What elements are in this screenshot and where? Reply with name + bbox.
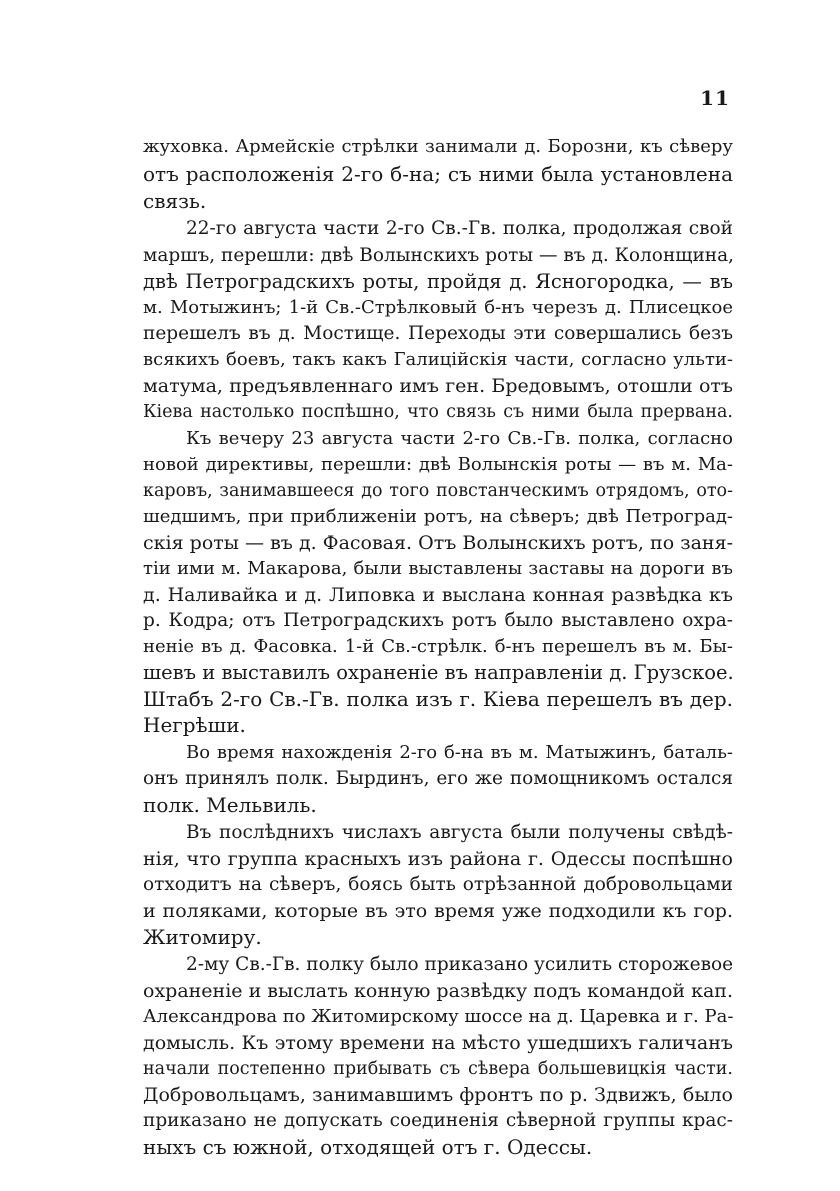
text-line: жуховка. Армейскіе стрѣлки занимали д. Борозни, къ сѣверу bbox=[143, 136, 733, 157]
page-number: 11 bbox=[700, 86, 730, 110]
text-line: приказано не допускать соединенія сѣверной группы крас- bbox=[143, 1110, 733, 1131]
text-line: 2-му Св.-Гв. полку было приказано усилить сторожевое bbox=[186, 954, 734, 975]
text-line: шедшимъ, при приближеніи ротъ, на сѣверъ; двѣ Петроград- bbox=[143, 506, 733, 527]
text-line: Негрѣши. bbox=[143, 713, 246, 737]
text-line: онъ принялъ полк. Бырдинъ, его же помощникомъ остался bbox=[143, 768, 733, 789]
text-line: Въ послѣднихъ числахъ августа были получены свѣдѣ- bbox=[186, 822, 733, 843]
text-line: всякихъ боевъ, такъ какъ Галиційскія части, согласно ульти- bbox=[143, 349, 733, 370]
text-line: р. Кодра; отъ Петроградскихъ ротъ было выставлено охра- bbox=[143, 610, 733, 631]
text-line: неніе въ д. Фасовка. 1-й Св.-стрѣлк. б-нъ перешелъ въ м. Бы- bbox=[143, 636, 733, 657]
text-line: шевъ и выставилъ охраненіе въ направленіи д. Грузское. bbox=[143, 661, 734, 684]
text-line: Александрова по Житомирскому шоссе на д. Царевка и г. Ра- bbox=[143, 1006, 734, 1027]
text-line: полк. Мельвиль. bbox=[143, 793, 317, 817]
text-line: матума, предъявленнаго имъ ген. Бредовымъ, отошли отъ bbox=[143, 375, 733, 397]
text-line: ныхъ съ южной, отходящей отъ г. Одессы. bbox=[143, 1135, 593, 1159]
text-line: м. Мотыжинъ; 1-й Св.-Стрѣлковый б-нъ черезъ д. Плисецкое bbox=[143, 297, 733, 318]
text-line: связь. bbox=[143, 189, 207, 213]
text-line: нія, что группа красныхъ изъ района г. Одессы поспѣшно bbox=[143, 848, 733, 870]
text-line: тіи ими м. Макарова, были выставлены заставы на дороги въ bbox=[143, 558, 733, 579]
text-line: отходитъ на сѣверъ, боясь быть отрѣзанной добровольцами bbox=[143, 874, 733, 895]
text-line: 22-го августа части 2-го Св.-Гв. полка, продолжая свой bbox=[186, 218, 733, 239]
text-line: перешелъ въ д. Мостище. Переходы эти совершались безъ bbox=[143, 323, 733, 344]
text-line: начали постепенно прибывать съ сѣвера большевицкія части. bbox=[143, 1059, 733, 1079]
text-line: каровъ, занимавшееся до того повстанческимъ отрядомъ, ото- bbox=[143, 481, 733, 501]
text-line: отъ расположенія 2-го б-на; съ ними была установлена bbox=[143, 162, 733, 186]
text-line: скія роты — въ д. Фасовая. Отъ Волынскихъ ротъ, по заня- bbox=[143, 532, 733, 554]
text-line: Къ вечеру 23 августа части 2-го Св.-Гв. полка, согласно bbox=[186, 428, 733, 449]
text-line: Житомиру. bbox=[143, 925, 262, 949]
text-line: двѣ Петроградскихъ роты, пройдя д. Ясногородка, — въ bbox=[143, 270, 733, 293]
text-line: маршъ, перешли: двѣ Волынскихъ роты — въ д. Колонщина, bbox=[143, 245, 735, 266]
text-line: домысль. Къ этому времени на мѣсто ушедшихъ галичанъ bbox=[143, 1032, 733, 1054]
text-line: Во время нахожденія 2-го б-на въ м. Матыжинъ, баталь- bbox=[186, 742, 733, 763]
text-line: и поляками, которые въ это время уже подходили къ гор. bbox=[143, 900, 733, 922]
text-line: охраненіе и выслать конную развѣдку подъ командой кап. bbox=[143, 980, 733, 1002]
text-line: Добровольцамъ, занимавшимъ фронтъ по р. Здвижъ, было bbox=[143, 1084, 733, 1106]
text-line: Кіева настолько поспѣшно, что связь съ ними была прервана. bbox=[143, 402, 733, 422]
text-line: д. Наливайка и д. Липовка и выслана конная развѣдка къ bbox=[143, 584, 733, 606]
text-line: Штабъ 2-го Св.-Гв. полка изъ г. Кіева перешелъ въ дер. bbox=[143, 687, 733, 711]
text-line: новой директивы, перешли: двѣ Волынскія роты — въ м. Ма- bbox=[143, 454, 733, 475]
